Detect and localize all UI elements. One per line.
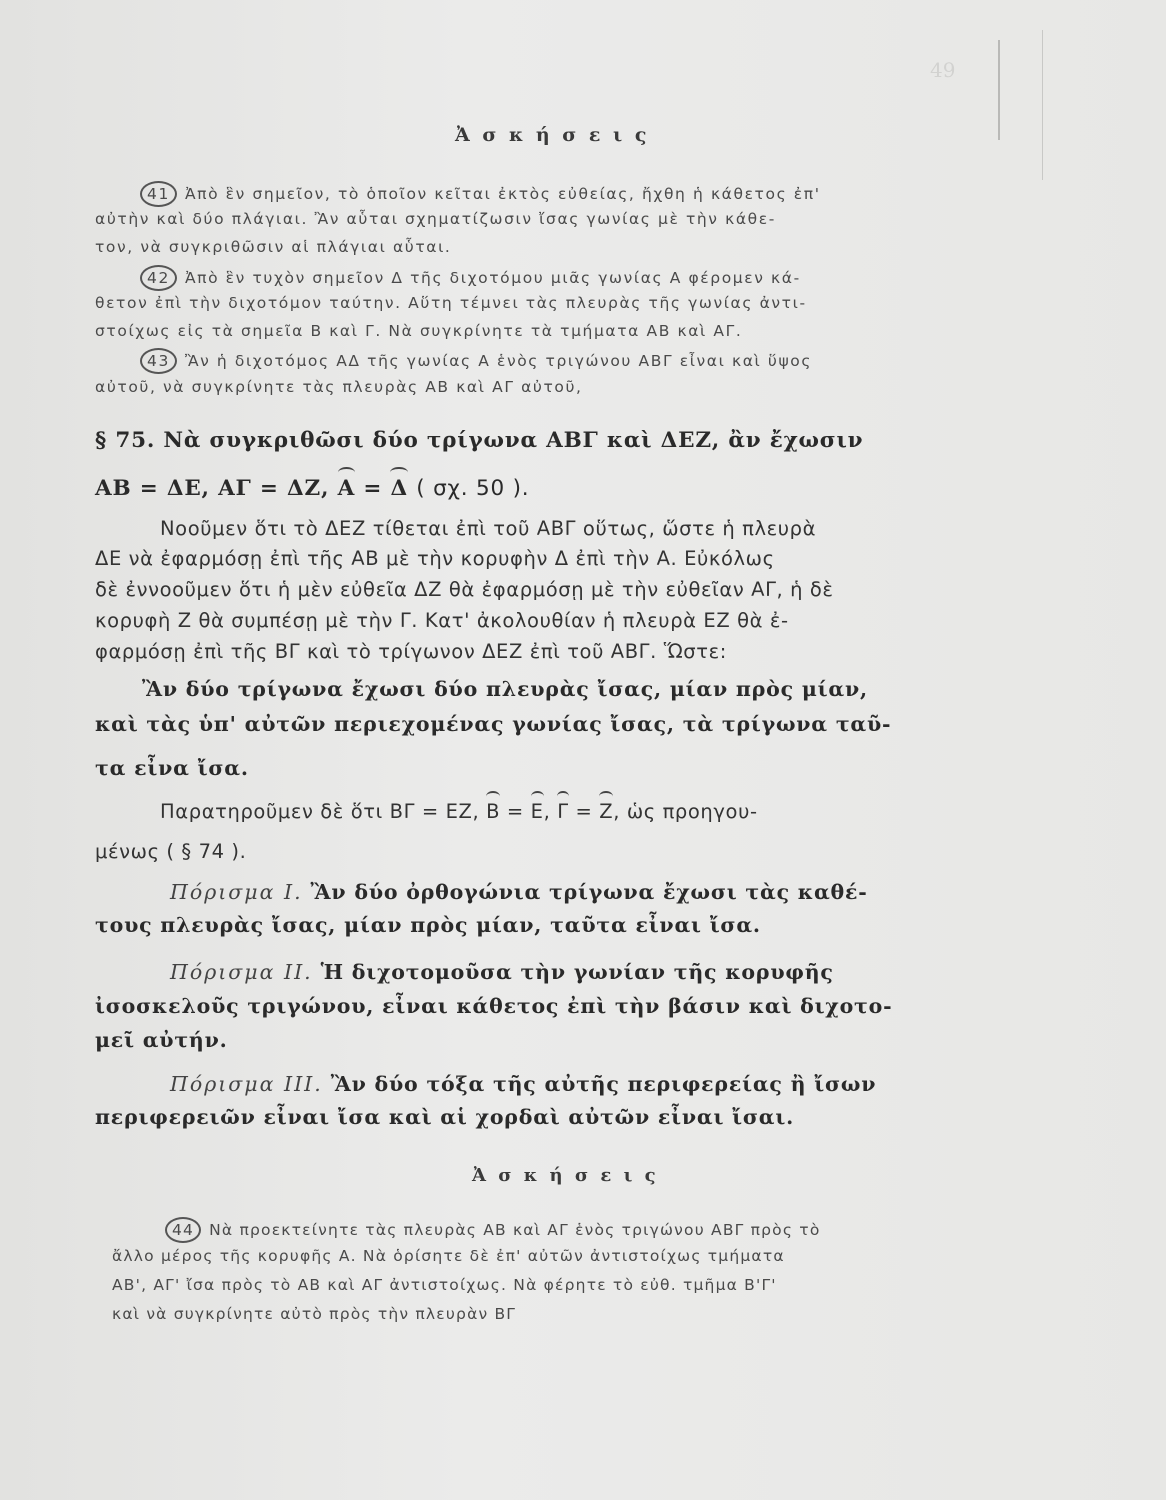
text: ΑΒ = ΔΕ, ΑΓ = ΔΖ, [95, 476, 330, 501]
exercises-heading: Ἀ σ κ ή σ ε ι ς [455, 124, 650, 146]
page-edge-line [1042, 30, 1043, 180]
porism-3-line-2: περιφερειῶν εἶναι ἴσα καὶ αἱ χορδαὶ αὐτῶν εἶναι ἴσαι. [95, 1105, 795, 1129]
section-75-title: § 75. Νὰ συγκριθῶσι δύο τρίγωνα ΑΒΓ καὶ ΔΕΖ, ἂν ἔχωσιν [95, 428, 864, 453]
text: Ἀπὸ ἓν σημεῖον, τὸ ὁποῖον κεῖται ἐκτὸς εὐθείας, ἤχθη ἡ κάθετος ἐπ' [184, 185, 821, 203]
angle-z: Ζ [599, 800, 614, 823]
theorem-line-3: τα εἶνα ἴσα. [95, 756, 249, 780]
proof-line-5: φαρμόσῃ ἐπὶ τῆς ΒΓ καὶ τὸ τρίγωνον ΔΕΖ ἐπὶ τοῦ ΑΒΓ. Ὥστε: [95, 640, 727, 663]
text: Ἂν ἡ διχοτόμος ΑΔ τῆς γωνίας Α ἑνὸς τριγώνου ΑΒΓ εἶναι καὶ ὕψος [184, 352, 813, 370]
porism-1-label: Πόρισμα Ι. [170, 880, 303, 904]
proof-line-3: δὲ ἐννοοῦμεν ὅτι ἡ μὲν εὐθεῖα ΔΖ θὰ ἐφαρμόσῃ μὲ τὴν εὐθεῖαν ΑΓ, ἡ δὲ [95, 578, 834, 601]
proof-line-2: ΔΕ νὰ ἐφαρμόσῃ ἐπὶ τῆς ΑΒ μὲ τὴν κορυφὴν Δ ἐπὶ τὴν Α. Εὐκόλως [95, 547, 775, 570]
porism-2-label: Πόρισμα ΙΙ. [170, 960, 313, 984]
text: = [506, 800, 524, 823]
exercise-42-line-1 [140, 265, 1020, 291]
exercise-41-line-3: τον, νὰ συγκριθῶσιν αἱ πλάγιαι αὗται. [95, 238, 452, 256]
exercise-43-line-1 [140, 348, 1020, 374]
exercise-number-42: 42 [140, 265, 177, 291]
page-edge-line [998, 40, 1000, 140]
porism-1-line-1 [170, 880, 1050, 904]
angle-b: Β [486, 800, 501, 823]
exercise-number-44: 44 [165, 1217, 201, 1243]
text: Παρατηροῦμεν δὲ ὅτι ΒΓ = ΕΖ, [160, 800, 480, 823]
exercise-42-line-2: θετον ἐπὶ τὴν διχοτόμον ταύτην. Αὕτη τέμνει τὰς πλευρὰς τῆς γωνίας ἀντι- [95, 294, 807, 312]
angle-g: Γ [557, 800, 569, 823]
porism-2-line-3: μεῖ αὐτήν. [95, 1028, 228, 1052]
text: Ἂν δύο ὀρθογώνια τρίγωνα ἔχωσι τὰς καθέ- [310, 880, 868, 904]
text: , ὡς προηγου- [613, 800, 758, 823]
porism-1-line-2: τους πλευρὰς ἴσας, μίαν πρὸς μίαν, ταῦτα εἶναι ἴσα. [95, 913, 761, 937]
page-number: 49 [930, 58, 956, 82]
proof-line-4: κορυφὴ Ζ θὰ συμπέσῃ μὲ τὴν Γ. Κατ' ἀκολουθίαν ἡ πλευρὰ ΕΖ θὰ ἐ- [95, 609, 789, 632]
angle-a: Α [337, 476, 356, 501]
angle-d: Δ [390, 476, 408, 501]
theorem-line-2: καὶ τὰς ὑπ' αὐτῶν περιεχομένας γωνίας ἴσας, τὰ τρίγωνα ταῦ- [95, 712, 892, 736]
section-75-conditions [95, 476, 975, 501]
exercise-44-line-1 [165, 1217, 1045, 1243]
exercise-number-41: 41 [140, 181, 177, 207]
exercise-44-line-4: καὶ νὰ συγκρίνητε αὐτὸ πρὸς τὴν πλευρὰν ΒΓ [112, 1305, 517, 1323]
exercise-41-line-2: αὐτὴν καὶ δύο πλάγιαι. Ἂν αὗται σχηματίζωσιν ἴσας γωνίας μὲ τὴν κάθε- [95, 210, 776, 228]
porism-3-line-1 [170, 1072, 1050, 1096]
text: Ἀπὸ ἓν τυχὸν σημεῖον Δ τῆς διχοτόμου μιᾶς γωνίας Α φέρομεν κά- [184, 269, 801, 287]
text: Ἡ διχοτομοῦσα τὴν γωνίαν τῆς κορυφῆς [320, 960, 834, 984]
text: Ἂν δύο τόξα τῆς αὐτῆς περιφερείας ἢ ἴσων [330, 1072, 877, 1096]
remark-line-2: μένως ( § 74 ). [95, 840, 247, 863]
figure-ref: ( σχ. 50 ). [416, 476, 530, 501]
text: Νὰ προεκτείνητε τὰς πλευρὰς ΑΒ καὶ ΑΓ ἑνὸς τριγώνου ΑΒΓ πρὸς τὸ [209, 1221, 821, 1239]
exercise-44-line-2: ἄλλο μέρος τῆς κορυφῆς Α. Νὰ ὁρίσητε δὲ ἐπ' αὐτῶν ἀντιστοίχως τμήματα [112, 1247, 785, 1265]
porism-2-line-2: ἰσοσκελοῦς τριγώνου, εἶναι κάθετος ἐπὶ τὴν βάσιν καὶ διχοτο- [95, 994, 893, 1018]
remark-line-1 [160, 800, 1040, 823]
porism-2-line-1 [170, 960, 1050, 984]
exercise-41-line-1 [140, 181, 1020, 207]
exercise-number-43: 43 [140, 348, 177, 374]
angle-e: Ε [530, 800, 544, 823]
porism-3-label: Πόρισμα ΙΙΙ. [170, 1072, 323, 1096]
text: , [543, 800, 551, 823]
exercise-43-line-2: αὐτοῦ, νὰ συγκρίνητε τὰς πλευρὰς ΑΒ καὶ ΑΓ αὐτοῦ, [95, 378, 583, 396]
exercises-heading-2: Ἀ σ κ ή σ ε ι ς [472, 1165, 659, 1186]
exercise-42-line-3: στοίχως εἰς τὰ σημεῖα Β καὶ Γ. Νὰ συγκρίνητε τὰ τμήματα ΑΒ καὶ ΑΓ. [95, 322, 743, 340]
proof-line-1: Νοοῦμεν ὅτι τὸ ΔΕΖ τίθεται ἐπὶ τοῦ ΑΒΓ οὕτως, ὥστε ἡ πλευρὰ [160, 517, 817, 540]
text: = [575, 800, 593, 823]
text: = [363, 476, 383, 501]
exercise-44-line-3: ΑΒ', ΑΓ' ἴσα πρὸς τὸ ΑΒ καὶ ΑΓ ἀντιστοίχως. Νὰ φέρητε τὸ εὐθ. τμῆμα Β'Γ' [112, 1276, 777, 1294]
theorem-line-1: Ἂν δύο τρίγωνα ἔχωσι δύο πλευρὰς ἴσας, μίαν πρὸς μίαν, [142, 677, 868, 701]
